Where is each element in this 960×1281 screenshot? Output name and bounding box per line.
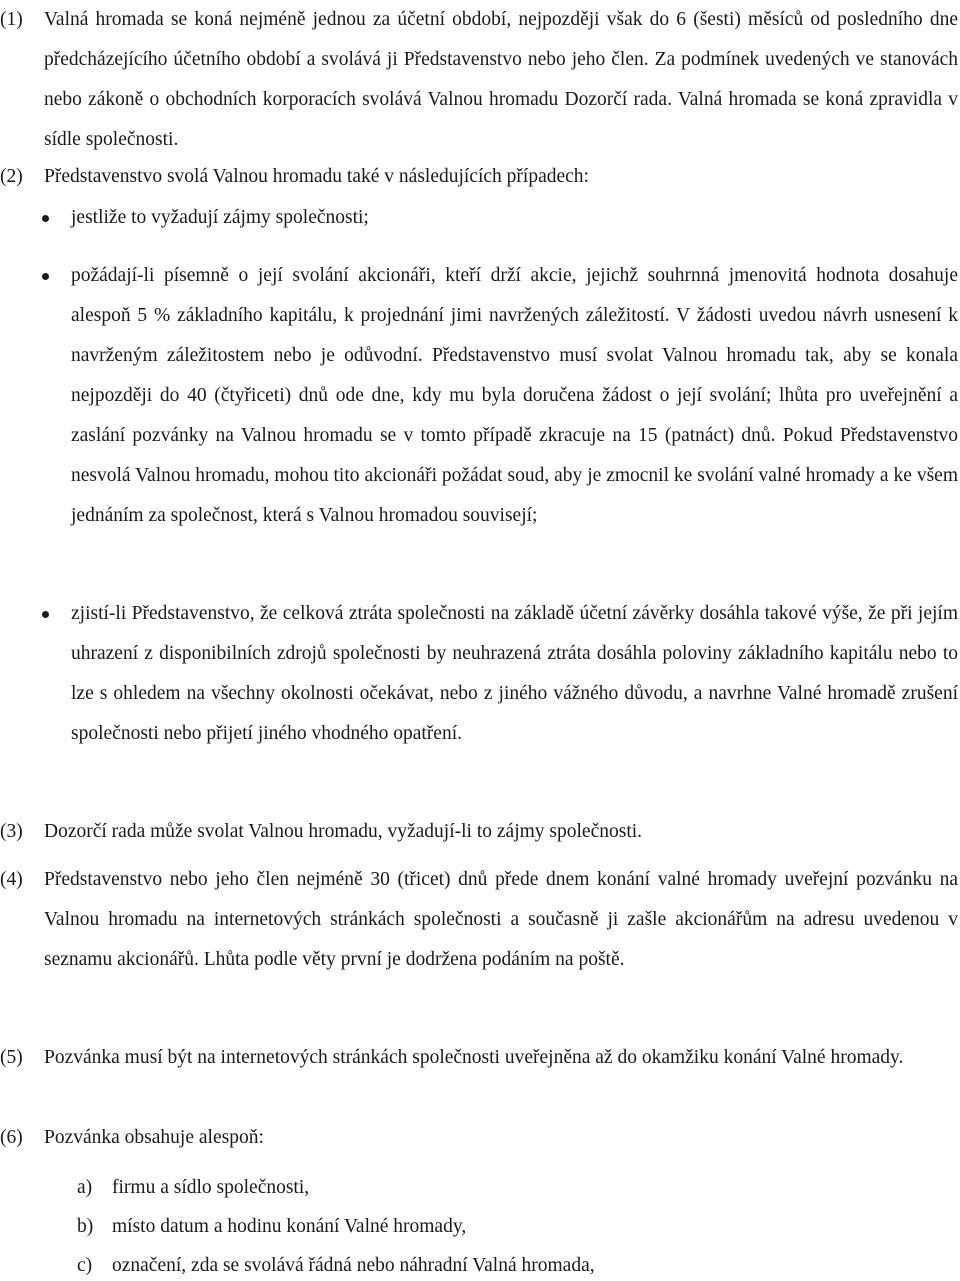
list-item <box>0 594 958 754</box>
paragraph-text: Představenstvo nebo jeho člen nejméně 30 (třicet) dnů přede dnem konání valné hromady uveřejní pozvánku na Valnou hromadu na internetových stránkách společnosti a současně ji zašle akcionářům na adresu uvedenou v seznamu akcionářů. Lhůta podle věty první je dodržena podáním na poště. <box>44 869 958 970</box>
list-item-text: místo datum a hodinu konání Valné hromady, <box>112 1216 467 1237</box>
list-item <box>0 198 958 238</box>
paragraph-text: Dozorčí rada může svolat Valnou hromadu, vyžadují-li to zájmy společnosti. <box>44 821 643 842</box>
list-item <box>0 256 958 536</box>
paragraph-number: (6) <box>0 1127 23 1148</box>
paragraph-2 <box>0 157 958 197</box>
list-item-text: označení, zda se svolává řádná nebo náhradní Valná hromada, <box>112 1255 595 1276</box>
list-item-text: požádají-li písemně o její svolání akcionáři, kteří drží akcie, jejichž souhrnná jmenovitá hodnota dosahuje alespoň 5 % základního kapitálu, k projednání jimi navržených záležitostí. V žádosti uvedou návrh usnesení k navrženým záležitostem nebo je odůvodní. Představenstvo musí svolat Valnou hromadu tak, aby se konala nejpozději do 40 (čtyřiceti) dnů ode dne, kdy mu byla doručena žádost o její svolání; lhůta pro uveřejnění a zaslání pozvánky na Valnou hromadu se v tomto případě zkracuje na 15 (patnáct) dnů. Pokud Představenstvo nesvolá Valnou hromadu, mohou tito akcionáři požádat soud, aby je zmocnil ke svolání valné hromady a ke všem jednáním za společnost, která s Valnou hromadou souvisejí; <box>71 265 958 526</box>
paragraph-text: Valná hromada se koná nejméně jednou za účetní období, nejpozději však do 6 (šesti) měsíců od posledního dne předcházejícího účetního období a svolává ji Představenstvo nebo jeho člen. Za podmínek uvedených ve stanovách nebo zákoně o obchodních korporacích svolává Valnou hromadu Dozorčí rada. Valná hromada se koná zpravidla v sídle společnosti. <box>44 9 958 150</box>
paragraph-4 <box>0 860 958 980</box>
list-item-text: jestliže to vyžadují zájmy společnosti; <box>71 207 369 228</box>
paragraph-5 <box>0 1043 958 1073</box>
bullet-icon <box>42 215 49 222</box>
paragraph-1 <box>0 0 958 160</box>
paragraph-3 <box>0 812 958 852</box>
list-item-text: zjistí-li Představenstvo, že celková ztráta společnosti na základě účetní závěrky dosáhla takové výše, že při jejím uhrazení z disponibilních zdrojů společnosti by neuhrazená ztráta dosáhla poloviny základního kapitálu nebo to lze s ohledem na všechny okolnosti očekávat, nebo z jiného vážného důvodu, a navrhne Valné hromadě zrušení společnosti nebo přijetí jiného vhodného opatření. <box>71 603 958 744</box>
paragraph-number: (5) <box>0 1047 23 1068</box>
paragraph-number: (2) <box>0 166 23 187</box>
list-item-text: firmu a sídlo společnosti, <box>112 1177 310 1198</box>
paragraph-number: (3) <box>0 821 23 842</box>
paragraph-text: Představenstvo svolá Valnou hromadu také v následujících případech: <box>44 166 589 187</box>
list-item-label: a) <box>77 1177 93 1198</box>
bullet-icon <box>42 611 49 618</box>
list-item-label: b) <box>77 1216 94 1237</box>
paragraph-text: Pozvánka obsahuje alespoň: <box>44 1127 264 1148</box>
bullet-icon <box>42 273 49 280</box>
paragraph-text: Pozvánka musí být na internetových stránkách společnosti uveřejněna až do okamžiku konání Valné hromady. <box>44 1047 904 1068</box>
list-item-label: c) <box>77 1255 93 1276</box>
paragraph-6 <box>0 1123 958 1153</box>
paragraph-number: (1) <box>0 9 23 30</box>
paragraph-number: (4) <box>0 869 23 890</box>
